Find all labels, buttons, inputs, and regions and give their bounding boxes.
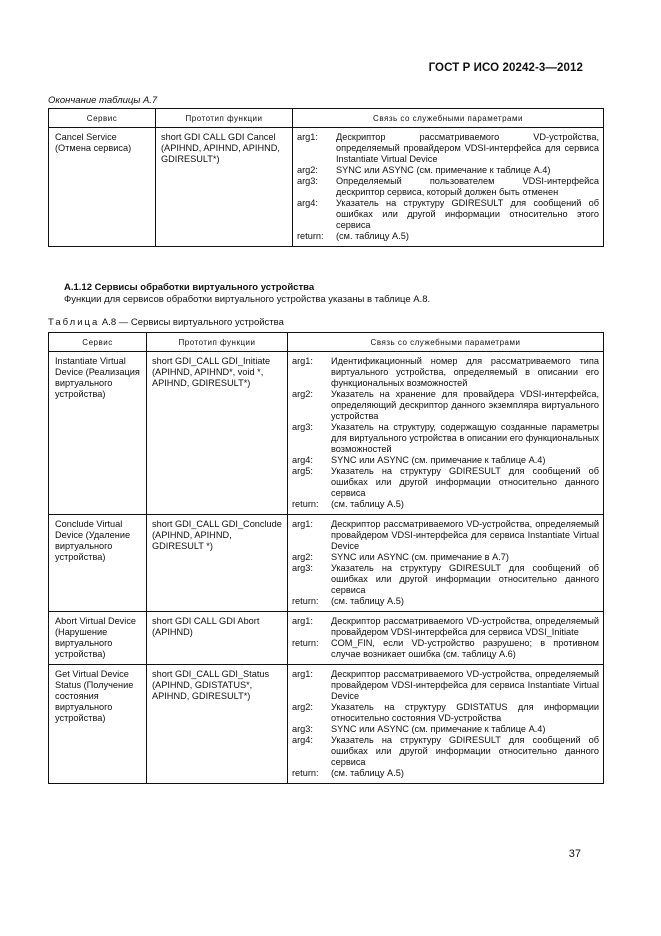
- param-value: Указатель на структуру GDIRESULT для сообщений об ошибках или другой информации относительно данного сервиса: [331, 563, 599, 595]
- param-value: SYNC или ASYNC (см. примечание к таблице А.4): [331, 724, 546, 734]
- param-value: Указатель на структуру, содержащую созданные параметры для виртуального устройства в описании его функциональных возможностей: [331, 422, 599, 454]
- param-key: arg3:: [297, 176, 318, 186]
- prototype-cell: short GDI CALL GDI Abort (APIHND): [147, 612, 288, 665]
- param-value: Дескриптор рассматриваемого VD-устройства, определяемый провайдером VDSI-интерфейса для сервиса Instantiate Virtual Device: [331, 519, 599, 551]
- param-key: arg5:: [292, 466, 313, 476]
- prototype-cell: short GDI_CALL GDI_Status (APIHND, GDISTATUS*, APIHND, GDIRESULT*): [147, 665, 288, 784]
- param-item: [292, 519, 599, 552]
- param-value: Дескриптор рассматриваемого VD-устройства, определяемый провайдером VDSI-интерфейса для сервиса Instantiate Virtual Device: [331, 669, 599, 701]
- table-a7-end: [48, 108, 604, 247]
- param-item: [297, 132, 599, 165]
- column-header-service: Сервис: [49, 109, 156, 128]
- param-item: [297, 176, 599, 198]
- param-value: SYNC или ASYNC (см. примечание к таблице А.4): [336, 165, 551, 175]
- page-number: 37: [568, 848, 581, 860]
- param-item: [292, 768, 599, 779]
- params-cell: [293, 128, 604, 247]
- param-value: Указатель на хранение для провайдера VDSI-интерфейса, определяющий дескриптор данного экземпляра виртуального устройства: [331, 389, 599, 421]
- param-value: Указатель на структуру GDISTATUS для информации относительно состояния VD-устройства: [331, 702, 599, 723]
- param-value: SYNC или ASYNC (см. примечание к таблице А.4): [331, 455, 546, 465]
- param-key: return:: [292, 638, 319, 648]
- params-cell: [288, 515, 604, 612]
- param-key: arg2:: [292, 389, 313, 399]
- param-key: arg1:: [297, 132, 318, 142]
- param-value: Идентификационный номер для рассматриваемого типа виртуального устройства, определяемый в описании его функциональных возможностей: [331, 356, 599, 388]
- params-cell: [288, 352, 604, 515]
- param-key: arg1:: [292, 519, 313, 529]
- column-header-service: Сервис: [49, 333, 147, 352]
- table-row: [49, 352, 604, 515]
- param-key: arg2:: [297, 165, 318, 175]
- service-cell: Cancel Service (Отмена сервиса): [49, 128, 156, 247]
- param-value: Указатель на структуру GDIRESULT для сообщений об ошибках или другой информации относительно данного сервиса: [331, 466, 599, 498]
- param-item: [292, 724, 599, 735]
- section-text: Функции для сервисов обработки виртуального устройства указаны в таблице А.8.: [64, 294, 431, 305]
- param-item: [292, 638, 599, 660]
- column-header-prototype: Прототип функции: [156, 109, 293, 128]
- param-item: [292, 356, 599, 389]
- param-value: (см. таблицу А.5): [331, 596, 404, 606]
- param-key: arg4:: [292, 735, 313, 745]
- param-item: [297, 165, 599, 176]
- param-item: [292, 669, 599, 702]
- param-item: [292, 389, 599, 422]
- param-value: Указатель на структуру GDIRESULT для сообщений об ошибках или другой информации относительно этого сервиса: [336, 198, 599, 230]
- table-header-row: [49, 333, 604, 352]
- param-item: [292, 499, 599, 510]
- param-item: [292, 616, 599, 638]
- service-cell: Get Virtual Device Status (Получение состояния виртуального устройства): [49, 665, 147, 784]
- column-header-params: Связь со служебными параметрами: [293, 109, 604, 128]
- param-key: arg4:: [297, 198, 318, 208]
- params-cell: [288, 612, 604, 665]
- param-key: arg2:: [292, 552, 313, 562]
- param-key: return:: [297, 231, 324, 241]
- service-cell: Conclude Virtual Device (Удаление виртуального устройства): [49, 515, 147, 612]
- param-key: arg2:: [292, 702, 313, 712]
- param-key: arg4:: [292, 455, 313, 465]
- param-key: arg1:: [292, 356, 313, 366]
- param-item: [292, 455, 599, 466]
- table-row: [49, 515, 604, 612]
- param-value: Дескриптор рассматриваемого VD-устройства, определяемый провайдером VDSI-интерфейса для сервиса Instantiate Virtual Device: [336, 132, 599, 164]
- param-key: arg3:: [292, 422, 313, 432]
- param-item: [292, 735, 599, 768]
- table-label-title: А.8 — Сервисы виртуального устройства: [99, 317, 284, 328]
- column-header-prototype: Прототип функции: [147, 333, 288, 352]
- table-row: [49, 128, 604, 247]
- column-header-params: Связь со служебными параметрами: [288, 333, 604, 352]
- prototype-cell: short GDI_CALL GDI_Conclude (APIHND, APIHND, GDIRESULT *): [147, 515, 288, 612]
- document-header: ГОСТ Р ИСО 20242-3—2012: [428, 62, 583, 74]
- service-cell: Instantiate Virtual Device (Реализация виртуального устройства): [49, 352, 147, 515]
- prototype-cell: short GDI_CALL GDI_Initiate (APIHND, APIHND*, void *, APIHND, GDIRESULT*): [147, 352, 288, 515]
- param-item: [297, 231, 599, 242]
- param-key: arg1:: [292, 616, 313, 626]
- param-value: (см. таблицу А.5): [336, 231, 409, 241]
- params-cell: [288, 665, 604, 784]
- param-key: return:: [292, 596, 319, 606]
- param-key: return:: [292, 499, 319, 509]
- param-key: arg3:: [292, 563, 313, 573]
- table-header-row: [49, 109, 604, 128]
- param-value: Указатель на структуру GDIRESULT для сообщений об ошибках или другой информации относительно данного сервиса: [331, 735, 599, 767]
- param-item: [292, 702, 599, 724]
- param-value: COM_FIN, если VD-устройство разрушено; в противном случае возникает ошибка (см. таблицу А.6): [331, 638, 599, 659]
- param-value: Определяемый пользователем VDSI-интерфейса дескриптор сервиса, который должен быть отменен: [336, 176, 599, 197]
- table-label-word: Таблица: [48, 317, 100, 328]
- table-a8: [48, 332, 604, 784]
- service-cell: Abort Virtual Device (Нарушение виртуального устройства): [49, 612, 147, 665]
- table-a8-caption: [48, 317, 284, 328]
- table-row: [49, 665, 604, 784]
- param-item: [292, 466, 599, 499]
- param-item: [297, 198, 599, 231]
- param-item: [292, 596, 599, 607]
- param-value: (см. таблицу А.5): [331, 499, 404, 509]
- param-key: arg1:: [292, 669, 313, 679]
- table-row: [49, 612, 604, 665]
- param-key: return:: [292, 768, 319, 778]
- param-item: [292, 422, 599, 455]
- param-key: arg3:: [292, 724, 313, 734]
- section-heading: А.1.12 Сервисы обработки виртуального устройства: [64, 282, 315, 293]
- prototype-cell: short GDI CALL GDI Cancel (APIHND, APIHND, APIHND, GDIRESULT*): [156, 128, 293, 247]
- param-value: SYNC или ASYNC (см. примечание в А.7): [331, 552, 509, 562]
- param-item: [292, 563, 599, 596]
- param-item: [292, 552, 599, 563]
- table-continuation-caption: Окончание таблицы А.7: [48, 95, 158, 106]
- param-value: Дескриптор рассматриваемого VD-устройства, определяемый провайдером VDSI-интерфейса для сервиса VDSI_Initiate: [331, 616, 599, 637]
- param-value: (см. таблицу А.5): [331, 768, 404, 778]
